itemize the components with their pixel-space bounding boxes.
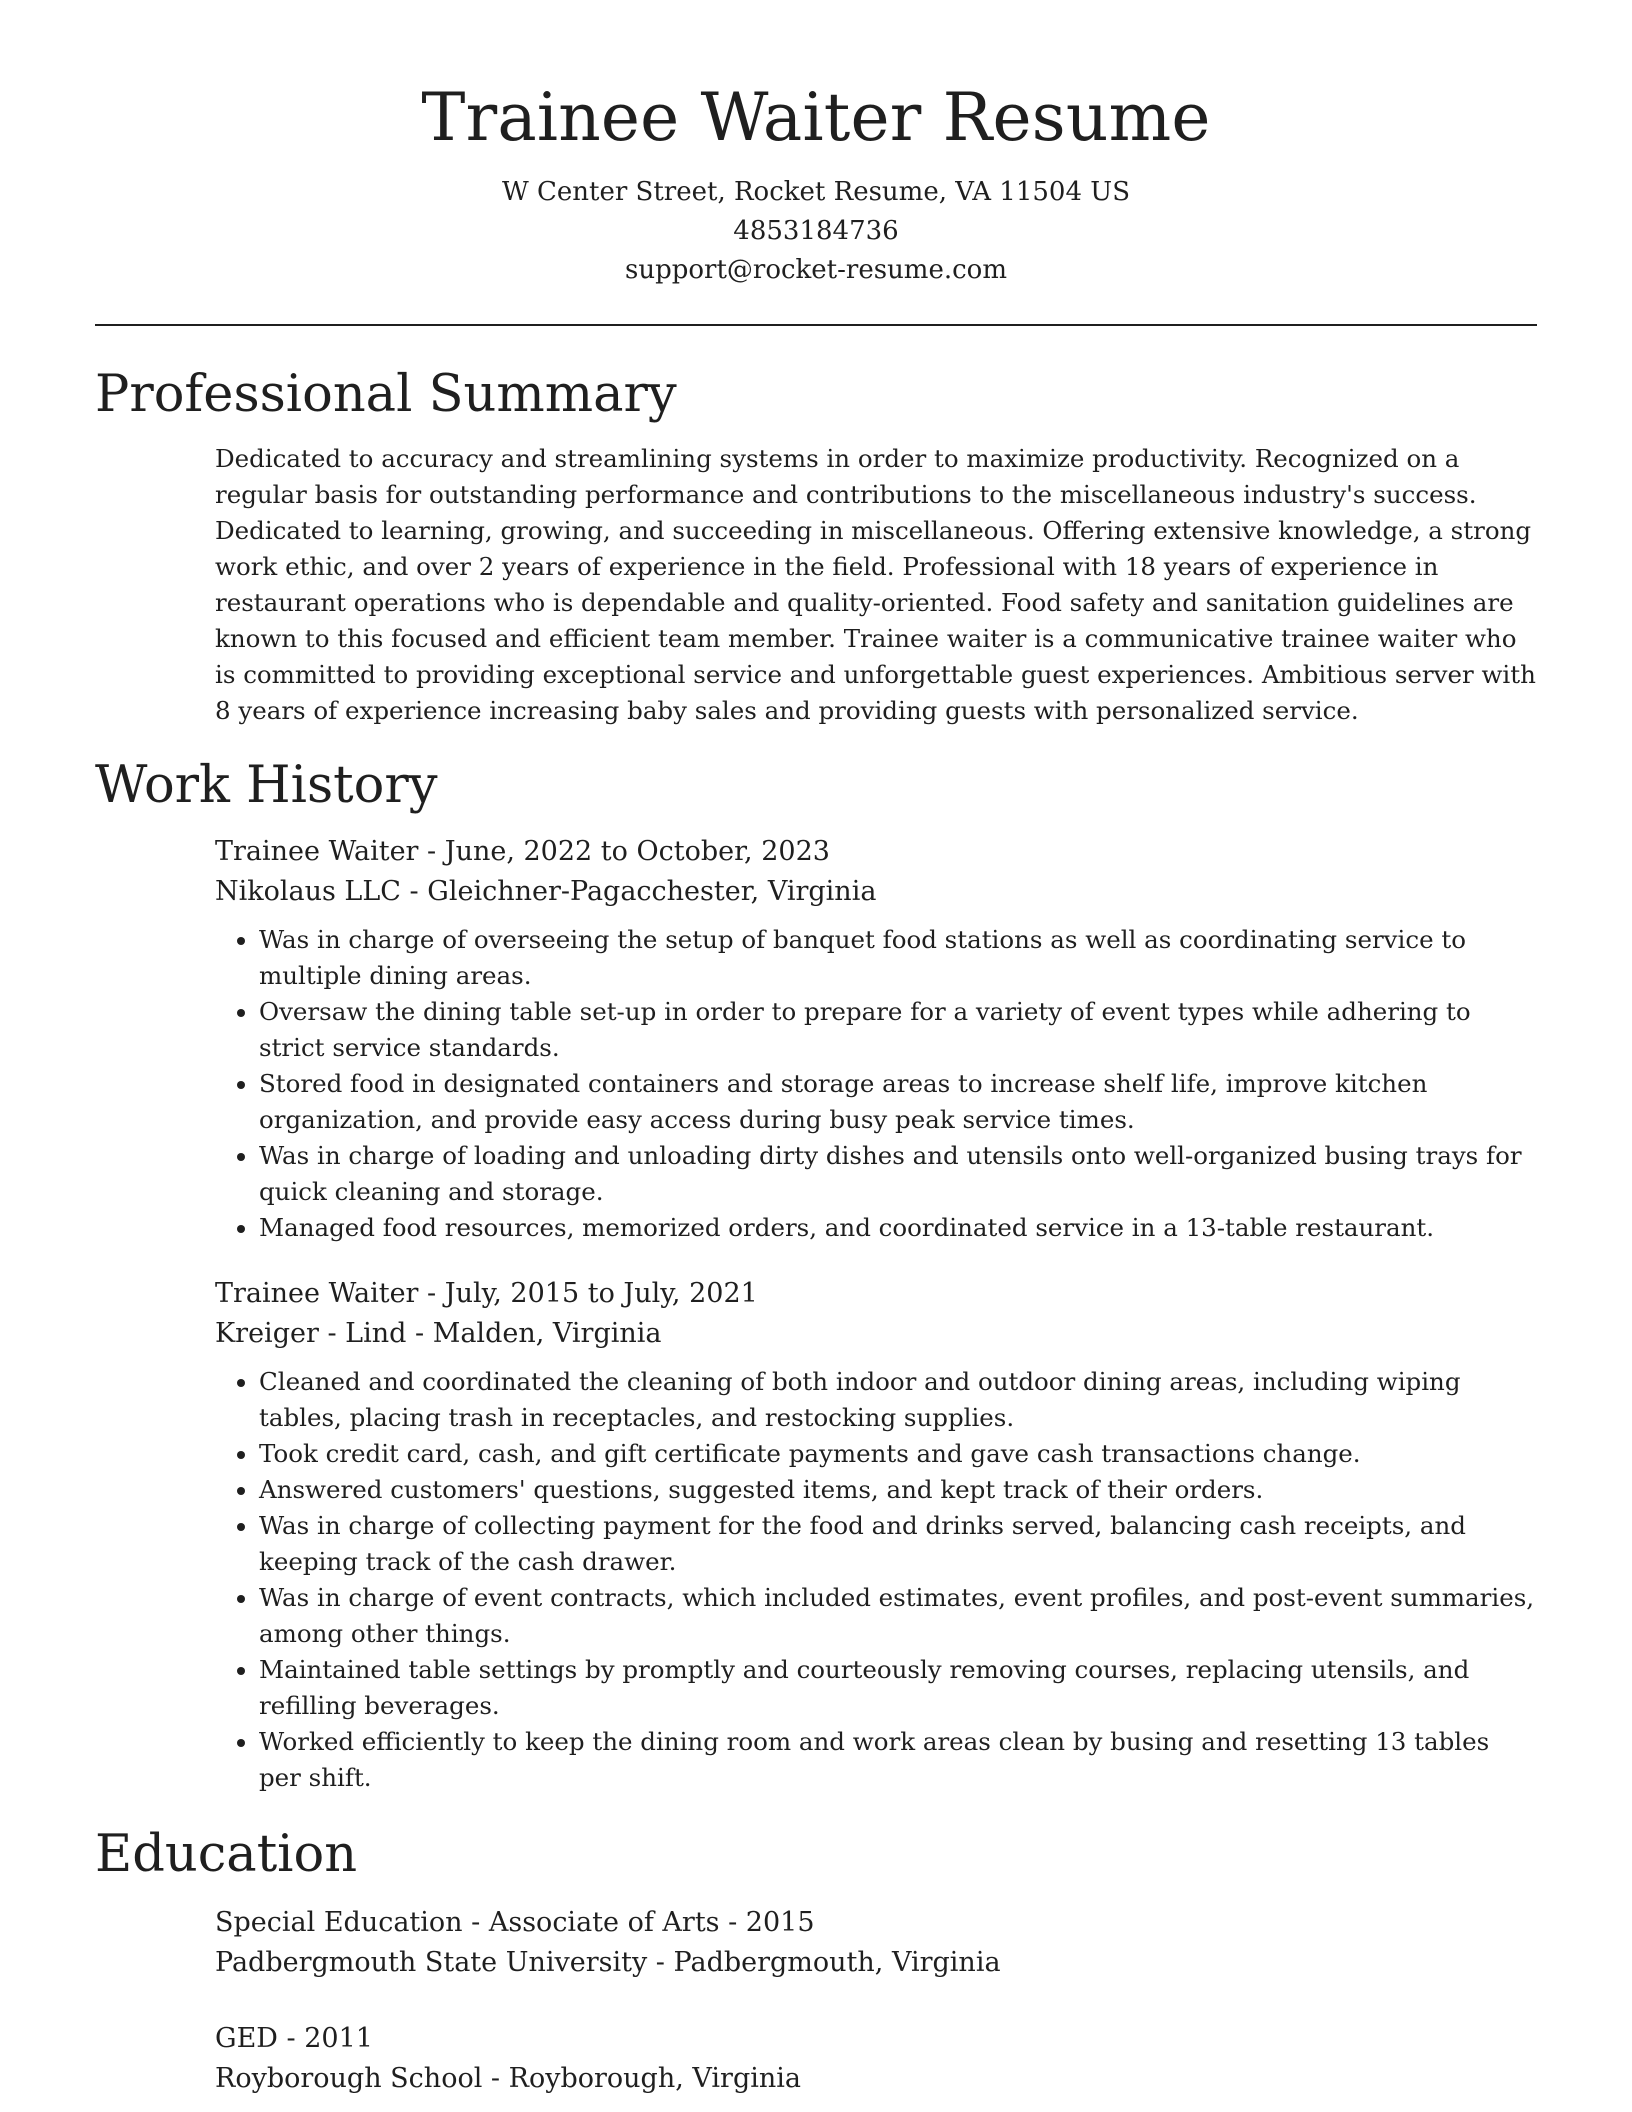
contact-email: support@rocket-resume.com xyxy=(624,254,1007,285)
work-history-heading: Work History xyxy=(95,755,438,815)
job-location: Gleichner-Pagacchester, Virginia xyxy=(427,875,877,907)
education-entry xyxy=(215,1903,1537,1983)
resume-header xyxy=(95,0,1537,290)
degree-line: Special Education - Associate of Arts - 2015 xyxy=(215,1907,815,1939)
job-bullet-list xyxy=(215,1364,1537,1796)
resume-title: Trainee Waiter Resume xyxy=(421,79,1211,156)
list-item: • Stored food in designated containers and storage areas to increase shelf life, improve kitchen organization, and provide easy access during busy peak service times. xyxy=(259,1066,1537,1138)
job-company-line xyxy=(215,872,1537,912)
school-line: Royborough School - Royborough, Virginia xyxy=(215,2063,801,2095)
separator: - xyxy=(418,1277,445,1309)
education-heading: Education xyxy=(95,1824,358,1884)
job-location: Malden, Virginia xyxy=(432,1317,662,1349)
summary-text: Dedicated to accuracy and streamlining systems in order to maximize productivity. Recognized on a regular basis for outstanding performance and contributions to the miscellaneous industry's success. Dedicated to learning, growing, and succeeding in miscellaneous. Offering extensive knowledge, a strong work ethic, and over 2 years of experience in the field. Professional with 18 years of experience in restaurant operations who is dependable and quality-oriented. Food safety and sanitation guidelines are known to this focused and efficient team member. Trainee waiter is a communicative trainee waiter who is committed to providing exceptional service and unforgettable guest experiences. Ambitious server with 8 years of experience increasing baby sales and providing guests with personalized service. xyxy=(215,443,1536,725)
job-role: Trainee Waiter xyxy=(215,835,419,867)
list-item: • Was in charge of collecting payment for the food and drinks served, balancing cash receipts, and keeping track of the cash drawer. xyxy=(259,1508,1537,1580)
separator: - xyxy=(400,875,428,907)
list-item: • Worked efficiently to keep the dining room and work areas clean by busing and resetting 13 tables per shift. xyxy=(259,1724,1537,1796)
education-section xyxy=(95,1824,1537,2099)
list-item: • Was in charge of event contracts, which included estimates, event profiles, and post-event summaries, among other things. xyxy=(259,1580,1537,1652)
contact-block xyxy=(95,173,1537,290)
separator: - xyxy=(406,1317,433,1349)
header-divider xyxy=(95,324,1537,326)
list-item: • Maintained table settings by promptly and courteously removing courses, replacing utensils, and refilling beverages. xyxy=(259,1652,1537,1724)
job-dates: June, 2022 to October, 2023 xyxy=(444,835,830,867)
job-bullet-list xyxy=(215,922,1537,1246)
list-item: • Took credit card, cash, and gift certificate payments and gave cash transactions change. xyxy=(259,1436,1537,1472)
job-role: Trainee Waiter xyxy=(215,1277,419,1309)
contact-address: W Center Street, Rocket Resume, VA 11504 US xyxy=(502,176,1130,207)
job-dates: July, 2015 to July, 2021 xyxy=(444,1277,758,1309)
education-entry xyxy=(215,2019,1537,2099)
list-item: • Managed food resources, memorized orders, and coordinated service in a 13-table restaurant. xyxy=(259,1210,1537,1246)
list-item: • Answered customers' questions, suggested items, and kept track of their orders. xyxy=(259,1472,1537,1508)
job-title-line xyxy=(215,1274,1537,1314)
job-company: Nikolaus LLC xyxy=(215,875,401,907)
list-item: • Was in charge of overseeing the setup of banquet food stations as well as coordinating service to multiple dining areas. xyxy=(259,922,1537,994)
job-entry xyxy=(215,1274,1537,1796)
list-item: • Was in charge of loading and unloading dirty dishes and utensils onto well-organized busing trays for quick cleaning and storage. xyxy=(259,1138,1537,1210)
list-item: • Oversaw the dining table set-up in order to prepare for a variety of event types while adhering to strict service standards. xyxy=(259,994,1537,1066)
summary-section xyxy=(95,364,1537,729)
job-company: Kreiger - Lind xyxy=(215,1317,407,1349)
separator: - xyxy=(418,835,445,867)
degree-line: GED - 2011 xyxy=(215,2023,373,2055)
contact-phone: 4853184736 xyxy=(733,215,899,246)
school-line: Padbergmouth State University - Padbergmouth, Virginia xyxy=(215,1947,1001,1979)
job-title-line xyxy=(215,832,1537,872)
job-company-line xyxy=(215,1314,1537,1354)
work-history-section xyxy=(95,755,1537,1796)
summary-heading: Professional Summary xyxy=(95,364,677,424)
job-entry xyxy=(215,832,1537,1246)
list-item: • Cleaned and coordinated the cleaning of both indoor and outdoor dining areas, including wiping tables, placing trash in receptacles, and restocking supplies. xyxy=(259,1364,1537,1436)
